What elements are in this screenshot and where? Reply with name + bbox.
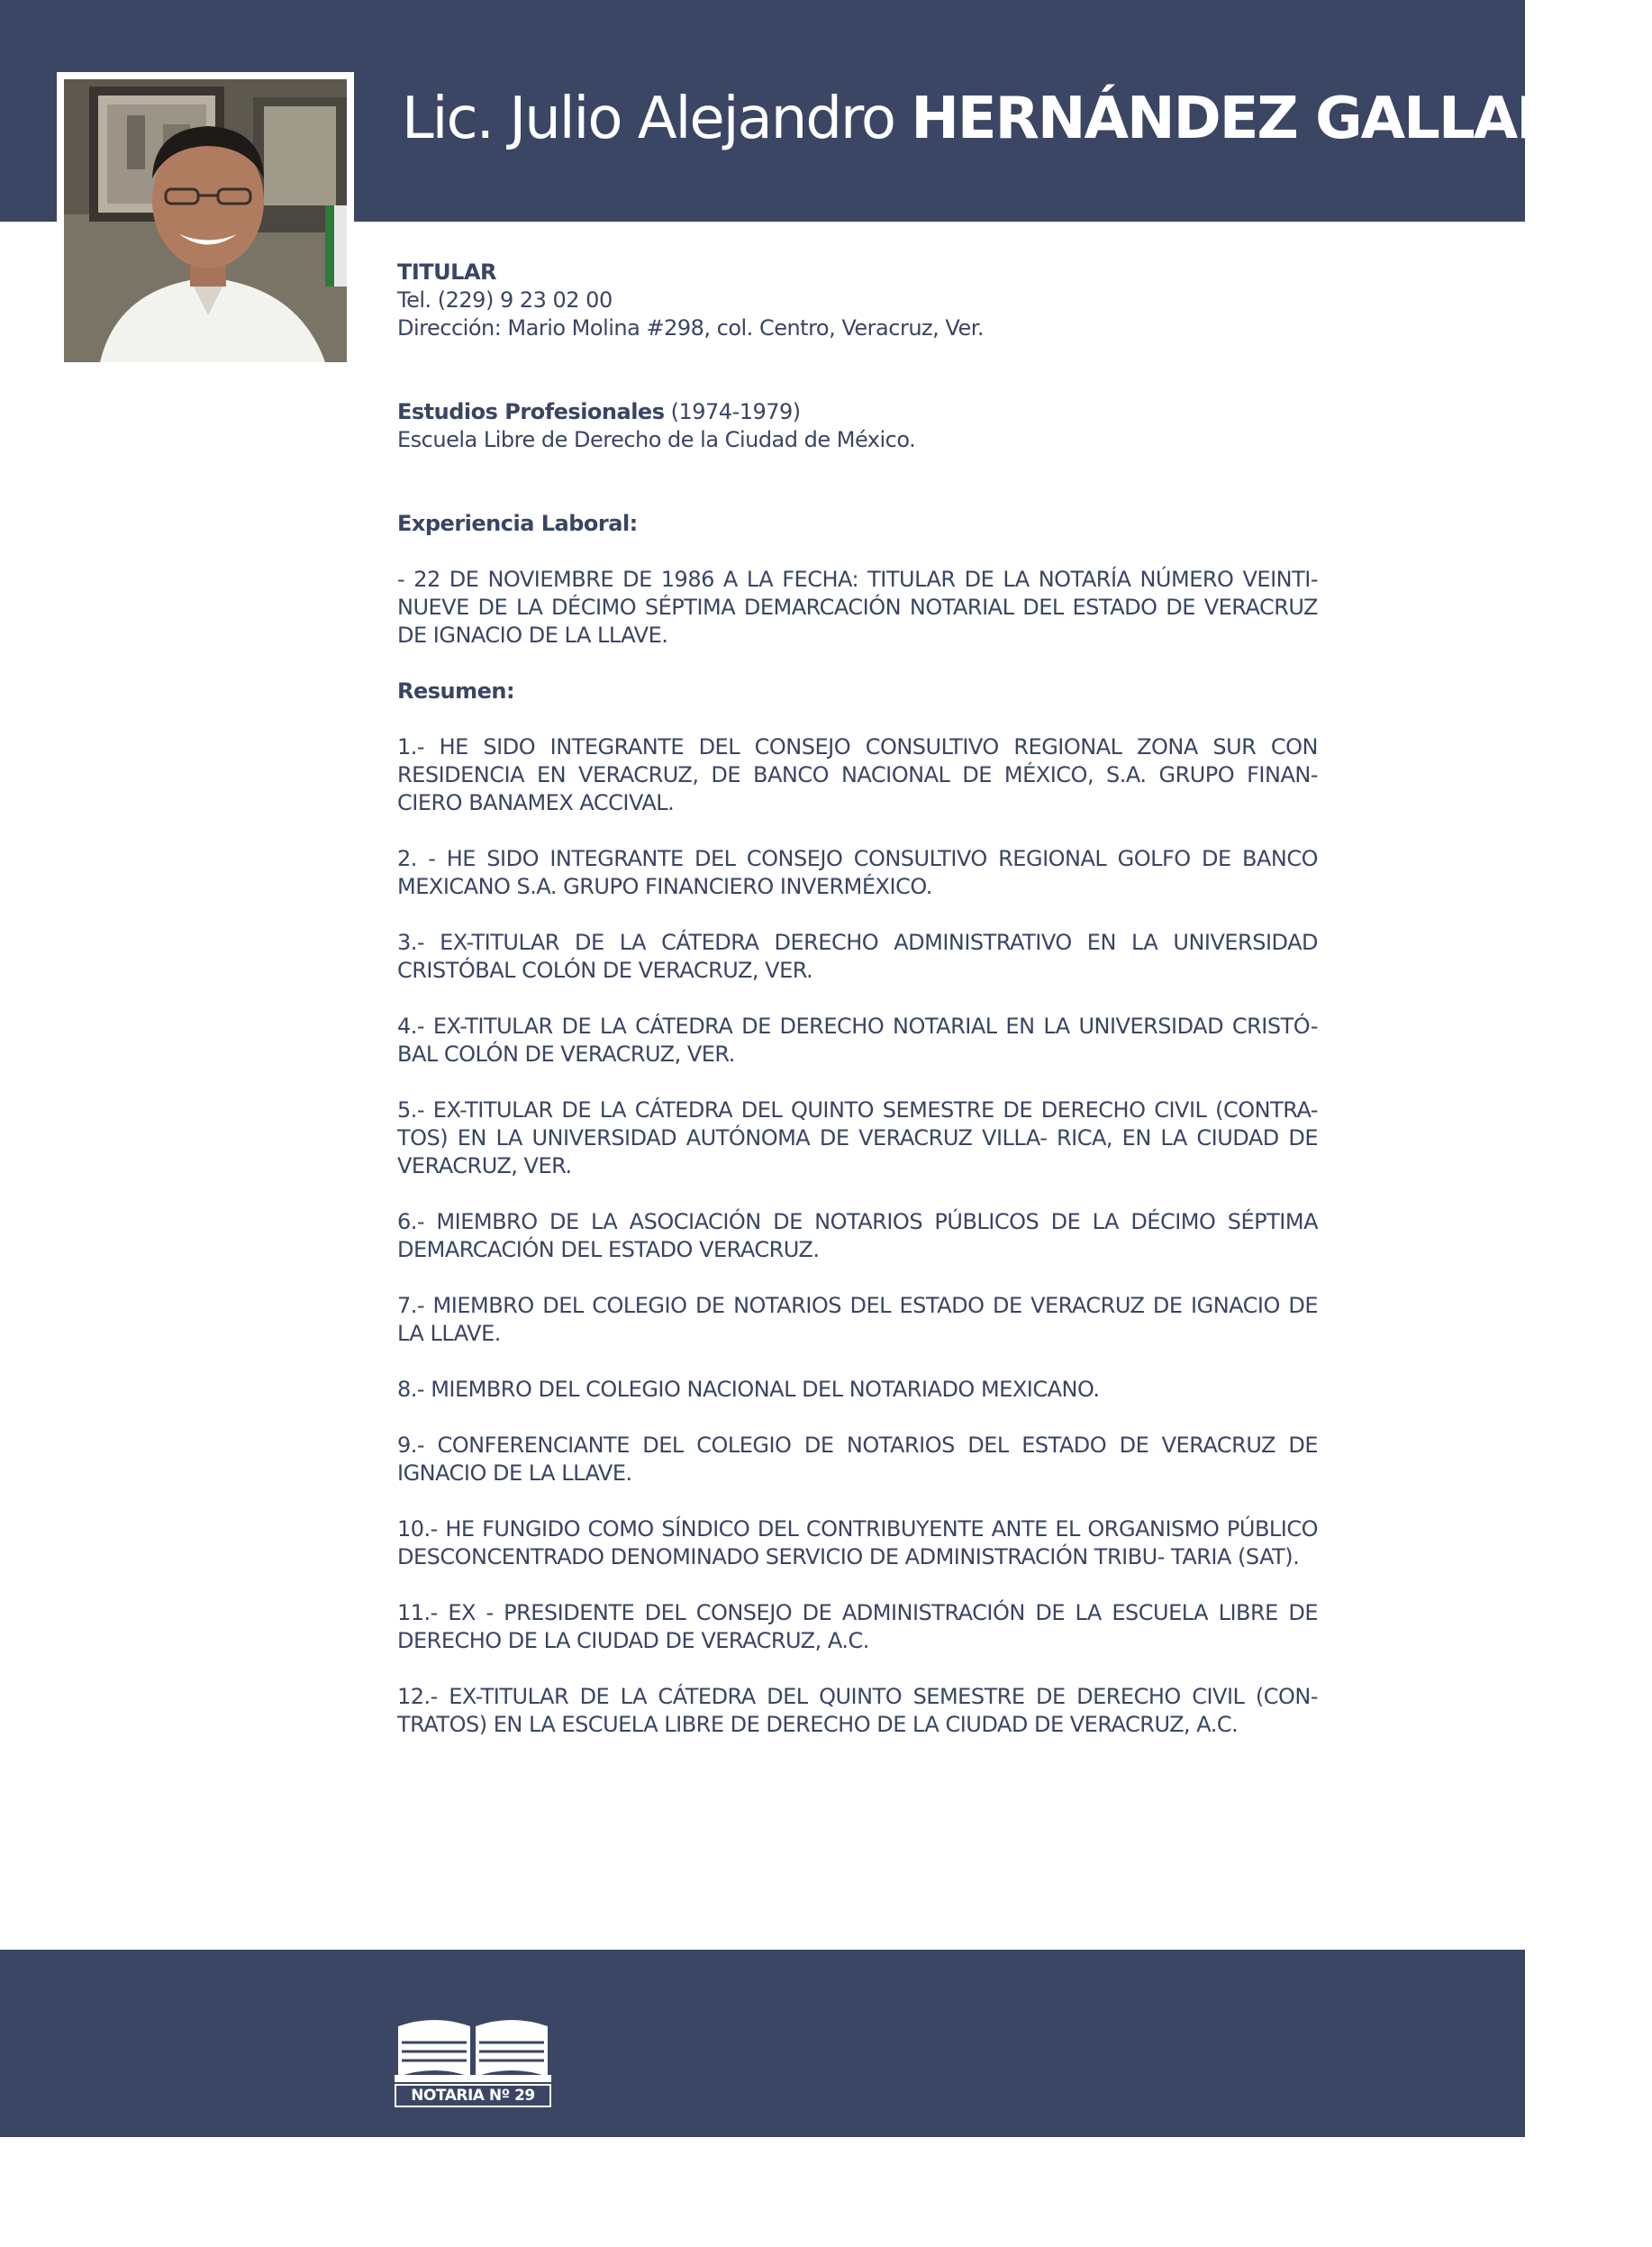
studies-heading: Estudios Profesionales [397, 399, 665, 424]
summary-heading: Resumen: [397, 678, 515, 704]
notaria-logo [395, 2014, 551, 2107]
content [397, 259, 1318, 1739]
experience-heading: Experiencia Laboral: [397, 511, 638, 536]
summary-item: 2. - HE SIDO INTEGRANTE DEL CONSEJO CONSULTIVO REGIONAL GOLFO DE BANCO MEXICANO S.A. GRUPO FINANCIERO INVERMÉXICO. [397, 846, 1318, 899]
footer-band [0, 1950, 1525, 2137]
summary-item: 1.- HE SIDO INTEGRANTE DEL CONSEJO CONSULTIVO REGIONAL ZONA SUR CON RESIDENCIA EN VERACRUZ, DE BANCO NACIONAL DE MÉXICO, S.A. GRUPO FINAN- CIERO BANAMEX ACCIVAL. [397, 734, 1318, 815]
summary-item: 11.- EX - PRESIDENTE DEL CONSEJO DE ADMINISTRACIÓN DE LA ESCUELA LIBRE DE DERECHO DE LA CIUDAD DE VERACRUZ, A.C. [397, 1600, 1318, 1653]
summary-item: 8.- MIEMBRO DEL COLEGIO NACIONAL DEL NOTARIADO MEXICANO. [397, 1377, 1100, 1402]
logo-text: NOTARIA Nº 29 [395, 2084, 551, 2107]
studies-years: (1974-1979) [670, 399, 801, 424]
name-last: HERNÁNDEZ GALLARDO [911, 86, 1652, 152]
role-label: TITULAR [397, 259, 497, 285]
summary-item: 5.- EX-TITULAR DE LA CÁTEDRA DEL QUINTO SEMESTRE DE DERECHO CIVIL (CONTRA- TOS) EN LA UNIVERSIDAD AUTÓNOMA DE VERACRUZ VILLA- RICA, EN LA CIUDAD DE VERACRUZ, VER. [397, 1097, 1318, 1178]
summary-item: 7.- MIEMBRO DEL COLEGIO DE NOTARIOS DEL ESTADO DE VERACRUZ DE IGNACIO DE LA LLAVE. [397, 1293, 1318, 1346]
summary-item: 4.- EX-TITULAR DE LA CÁTEDRA DE DERECHO NOTARIAL EN LA UNIVERSIDAD CRISTÓ- BAL COLÓN DE VERACRUZ, VER. [397, 1014, 1318, 1067]
summary-item: 6.- MIEMBRO DE LA ASOCIACIÓN DE NOTARIOS PÚBLICOS DE LA DÉCIMO SÉPTIMA DEMARCACIÓN DEL ESTADO VERACRUZ. [397, 1209, 1318, 1262]
page-title [402, 83, 1652, 155]
summary-item: 10.- HE FUNGIDO COMO SÍNDICO DEL CONTRIBUYENTE ANTE EL ORGANISMO PÚBLICO DESCONCENTRADO DENOMINADO SERVICIO DE ADMINISTRACIÓN TRIBU- TARIA (SAT). [397, 1516, 1318, 1569]
name-first: Lic. Julio Alejandro [402, 86, 894, 152]
phone-text: Tel. (229) 9 23 02 00 [397, 287, 613, 313]
address-text: Dirección: Mario Molina #298, col. Centro, Veracruz, Ver. [397, 315, 984, 341]
portrait-image [64, 79, 347, 362]
summary-item: 12.- EX-TITULAR DE LA CÁTEDRA DEL QUINTO SEMESTRE DE DERECHO CIVIL (CON- TRATOS) EN LA ESCUELA LIBRE DE DERECHO DE LA CIUDAD DE VERACRUZ, A.C. [397, 1684, 1318, 1737]
studies-school: Escuela Libre de Derecho de la Ciudad de México. [397, 427, 916, 452]
summary-item: 9.- CONFERENCIANTE DEL COLEGIO DE NOTARIOS DEL ESTADO DE VERACRUZ DE IGNACIO DE LA LLAVE. [397, 1433, 1318, 1486]
profile-photo [57, 72, 354, 369]
studies-heading-line [397, 398, 1318, 426]
experience-text: - 22 DE NOVIEMBRE DE 1986 A LA FECHA: TITULAR DE LA NOTARÍA NÚMERO VEINTI- NUEVE DE LA DÉCIMO SÉPTIMA DEMARCACIÓN NOTARIAL DEL ESTADO DE VERACRUZ DE IGNACIO DE LA LLAVE. [397, 567, 1318, 648]
summary-item: 3.- EX-TITULAR DE LA CÁTEDRA DERECHO ADMINISTRATIVO EN LA UNIVERSIDAD CRISTÓBAL COLÓN DE VERACRUZ, VER. [397, 930, 1318, 983]
book-icon [395, 2014, 551, 2082]
